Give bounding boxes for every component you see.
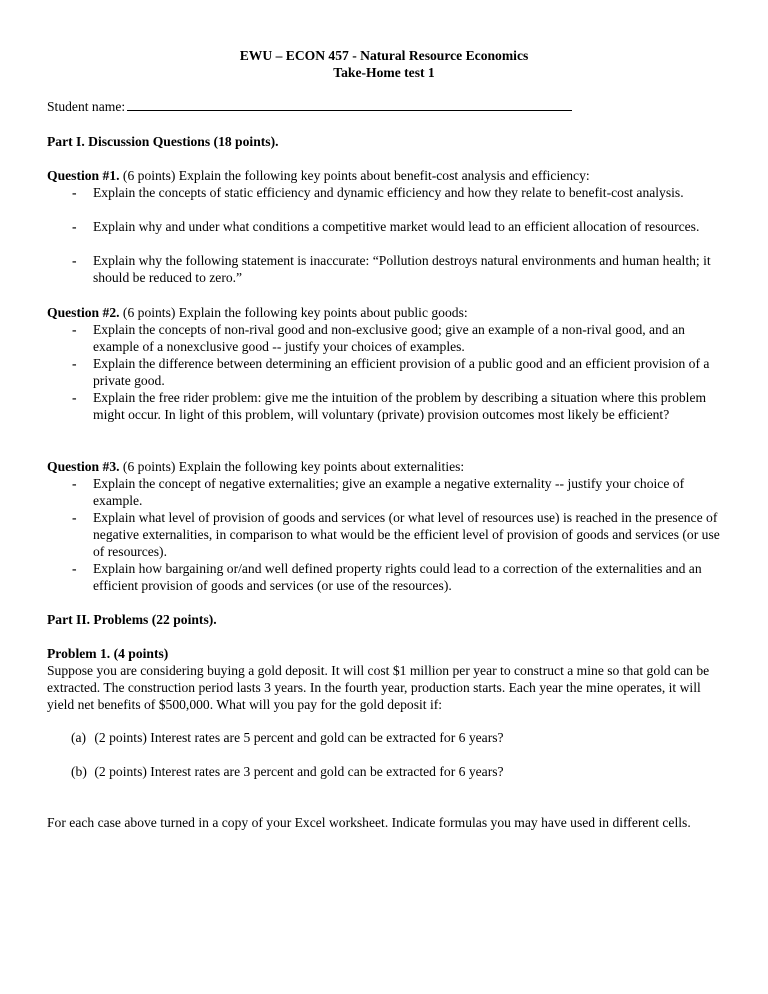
- problem1-heading: Problem 1. (4 points): [47, 646, 169, 661]
- q3-bullet: - Explain how bargaining or/and well defined property rights could lead to a correction of the externalities and an efficient provision of goods and services (or use of the resources).: [72, 561, 702, 593]
- q1-bullet: - Explain why the following statement is inaccurate: “Pollution destroys natural environments and human health; it should be reduced to zero.”: [72, 253, 711, 285]
- q3-intro-text: (6 points) Explain the following key points about externalities:: [122, 459, 465, 474]
- dash-marker: -: [72, 253, 77, 268]
- student-name-line: [47, 98, 727, 115]
- q1-bullet: - Explain the concepts of static efficiency and dynamic efficiency and how they relate to benefit-cost analysis.: [72, 185, 684, 200]
- q3-intro: [47, 458, 727, 475]
- part1-heading: Part I. Discussion Questions (18 points).: [47, 134, 279, 149]
- dash-marker: -: [72, 356, 77, 371]
- q3-bullet: - Explain what level of provision of goods and services (or what level of resources use) is reached in the presence of negative externalities, in comparison to what would be the efficient level of provision of goods and services (or use of resources).: [72, 510, 720, 559]
- q1-intro: [47, 167, 727, 184]
- dash-marker: -: [72, 390, 77, 405]
- document-title: EWU – ECON 457 - Natural Resource Economics: [239, 48, 529, 63]
- q2-bullet: - Explain the free rider problem: give me the intuition of the problem by describing a situation where this problem might occur. In light of this problem, will voluntary (private) provision outcomes most likely be efficient?: [72, 390, 707, 422]
- problem1-footer: For each case above turned in a copy of your Excel worksheet. Indicate formulas you may have used in different cells.: [47, 815, 691, 830]
- problem1-part-a: [71, 729, 711, 746]
- q2-bullet: - Explain the difference between determining an efficient provision of a public good and an efficient provision of a private good.: [72, 356, 710, 388]
- document-subtitle: Take-Home test 1: [333, 65, 435, 80]
- dash-marker: -: [72, 185, 77, 200]
- q3-label: Question #3.: [47, 459, 120, 474]
- q1-intro-text: (6 points) Explain the following key points about benefit-cost analysis and efficiency:: [122, 168, 590, 183]
- dash-marker: -: [72, 219, 77, 234]
- q1-bullet: - Explain why and under what conditions a competitive market would lead to an efficient allocation of resources.: [72, 219, 700, 234]
- part-a-label: (a): [71, 730, 87, 745]
- student-name-label: Student name:: [47, 99, 126, 114]
- dash-marker: -: [72, 322, 77, 337]
- q3-bullet: - Explain the concept of negative externalities; give an example a negative externality -- justify your choice of example.: [72, 476, 685, 508]
- problem1-part-b: [71, 763, 711, 780]
- part-b-label: (b): [71, 764, 87, 779]
- dash-marker: -: [72, 476, 77, 491]
- student-name-blank: [127, 98, 572, 111]
- q2-intro-text: (6 points) Explain the following key points about public goods:: [122, 305, 468, 320]
- dash-marker: -: [72, 510, 77, 525]
- q1-label: Question #1.: [47, 168, 120, 183]
- q2-intro: [47, 304, 727, 321]
- part-b-text: (2 points) Interest rates are 3 percent and gold can be extracted for 6 years?: [94, 764, 504, 779]
- part-a-text: (2 points) Interest rates are 5 percent and gold can be extracted for 6 years?: [94, 730, 504, 745]
- dash-marker: -: [72, 561, 77, 576]
- problem1-body: Suppose you are considering buying a gold deposit. It will cost $1 million per year to construct a mine so that gold can be extracted. The construction period lasts 3 years. In the fourth year, production starts. Each year the mine operates, it will yield net benefits of $500,000. What will you pay for the gold deposit if:: [47, 663, 710, 712]
- part2-heading: Part II. Problems (22 points).: [47, 612, 217, 627]
- q2-bullet: - Explain the concepts of non-rival good and non-exclusive good; give an example of a non-rival good, and an example of a nonexclusive good -- justify your choices of examples.: [72, 322, 685, 354]
- q2-label: Question #2.: [47, 305, 120, 320]
